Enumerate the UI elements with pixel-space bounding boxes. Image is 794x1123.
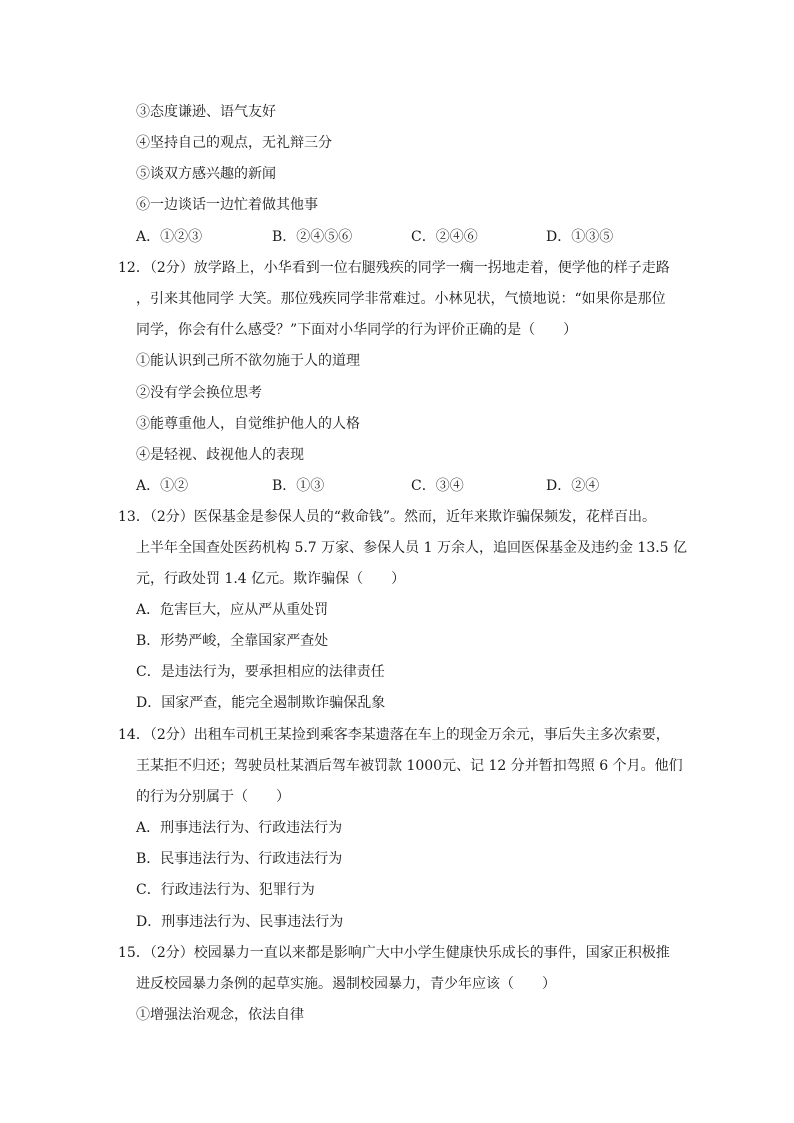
q11-item-3: ③态度谦逊、语气友好 [136,104,276,120]
q12-item-4: ④是轻视、歧视他人的表现 [136,447,304,463]
q14-option-b[interactable]: B．民事违法行为、行政违法行为 [136,851,343,867]
q14-option-d[interactable]: D．刑事违法行为、民事违法行为 [136,914,344,930]
q12-item-1: ①能认识到己所不欲勿施于人的道理 [136,353,360,369]
q12-option-d[interactable]: D．②④ [546,478,600,494]
q13-stem-line-3: 元，行政处罚 1.4 亿元。欺诈骗保（ ） [136,571,406,587]
q11-option-c[interactable]: C．②④⑥ [411,229,478,245]
q12-option-a[interactable]: A．①② [136,478,189,494]
q15-stem-line-1: 15．（2分）校园暴力一直以来都是影响广大中小学生健康快乐成长的事件，国家正积极推 [118,945,670,961]
q11-item-5: ⑤谈双方感兴趣的新闻 [136,166,276,182]
q11-item-4: ④坚持自己的观点，无礼辩三分 [136,135,332,151]
q12-option-b[interactable]: B．①③ [272,478,325,494]
q14-stem-line-1: 14．（2分）出租车司机王某捡到乘客李某遗落在车上的现金万余元，事后失主多次索要， [118,727,670,743]
q14-option-c[interactable]: C．行政违法行为、犯罪行为 [136,882,315,898]
q13-stem-line-2: 上半年全国查处医药机构 5.7 万家、参保人员 1 万余人，追回医保基金及违约金 13.5 亿 [136,540,688,556]
q12-stem-line-3: 同学，你会有什么感受？”下面对小华同学的行为评价正确的是（ ） [136,322,578,338]
q13-stem-line-1: 13．（2分）医保基金是参保人员的“救命钱”。然而，近年来欺诈骗保频发，花样百出。 [118,509,657,525]
q11-item-6: ⑥一边谈话一边忙着做其他事 [136,197,318,213]
q11-option-d[interactable]: D．①③⑤ [546,229,614,245]
q12-stem-line-2: ，引来其他同学 大笑。那位残疾同学非常难过。小林见状，气愤地说：“如果你是那位 [136,291,666,307]
q12-item-3: ③能尊重他人，自觉维护他人的人格 [136,416,360,432]
q14-stem-line-2: 王某拒不归还；驾驶员杜某酒后驾车被罚款 1000元、记 12 分并暂扣驾照 6 个月。他们 [136,758,683,774]
q11-option-b[interactable]: B．②④⑤⑥ [272,229,353,245]
q13-option-a[interactable]: A．危害巨大，应从严从重处罚 [136,602,329,618]
q12-option-c[interactable]: C．③④ [411,478,464,494]
q13-option-c[interactable]: C．是违法行为，要承担相应的法律责任 [136,664,385,680]
q13-option-b[interactable]: B．形势严峻，全靠国家严查处 [136,633,329,649]
q13-option-d[interactable]: D．国家严查，能完全遏制欺诈骗保乱象 [136,695,386,711]
q12-stem-line-1: 12．（2分）放学路上，小华看到一位右腿残疾的同学一瘸一拐地走着，便学他的样子走路 [118,260,670,276]
q15-item-1: ①增强法治观念，依法自律 [136,1007,304,1023]
q14-option-a[interactable]: A．刑事违法行为、行政违法行为 [136,820,343,836]
q11-option-a[interactable]: A．①②③ [136,229,203,245]
q15-stem-line-2: 进反校园暴力条例的起草实施。遏制校园暴力，青少年应该（ ） [136,976,556,992]
q12-item-2: ②没有学会换位思考 [136,385,262,401]
q14-stem-line-3: 的行为分别属于（ ） [136,789,290,805]
